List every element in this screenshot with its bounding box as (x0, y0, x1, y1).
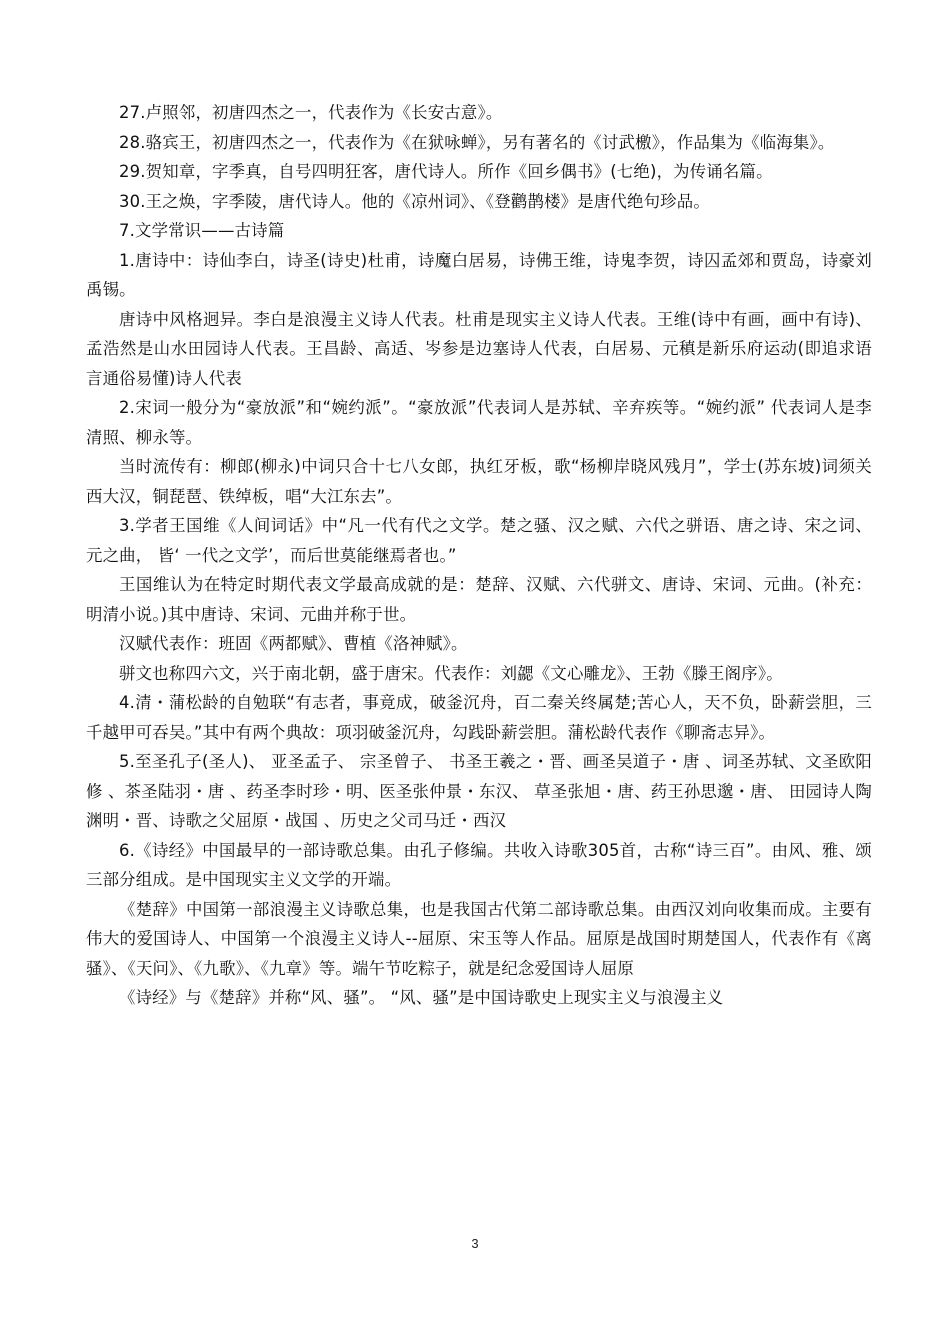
paragraph: 2.宋词一般分为“豪放派”和“婉约派”。“豪放派”代表词人是苏轼、辛弃疾等。“婉约派” 代表词人是李清照、柳永等。 (86, 398, 872, 447)
page-number: 3 (471, 1236, 479, 1251)
paragraph: 30.王之焕，字季陵，唐代诗人。他的《凉州词》、《登鹳鹊楼》是唐代绝句珍品。 (119, 191, 710, 211)
paragraph: 3.学者王国维《人间词话》中“凡一代有代之文学。楚之骚、汉之赋、六代之骈语、唐之诗、宋之词、元之曲， 皆‘ 一代之文学’，而后世莫能继焉者也。” (86, 516, 872, 565)
paragraph: 王国维认为在特定时期代表文学最高成就的是：楚辞、汉赋、六代骈文、唐诗、宋词、元曲。(补充：明清小说。)其中唐诗、宋词、元曲并称于世。 (86, 575, 872, 624)
document-body (86, 98, 872, 1013)
section-heading: 7.文学常识——古诗篇 (119, 221, 285, 240)
paragraph: 27.卢照邻，初唐四杰之一，代表作为《长安古意》。 (119, 103, 503, 122)
paragraph: 6.《诗经》中国最早的一部诗歌总集。由孔子修编。共收入诗歌305首，古称“诗三百”。由风、雅、颂三部分组成。是中国现实主义文学的开端。 (86, 840, 872, 889)
paragraph: 4.清・蒲松龄的自勉联“有志者，事竟成，破釜沉舟，百二秦关终属楚;苦心人，天不负，卧薪尝胆，三千越甲可吞吴。”其中有两个典故：项羽破釜沉舟，勾践卧薪尝胆。蒲松龄代表作《聊斋志异》。 (86, 693, 872, 742)
paragraph: 5.至圣孔子(圣人)、 亚圣孟子、 宗圣曾子、 书圣王羲之・晋、画圣吴道子・唐 、词圣苏轼、文圣欧阳修 、茶圣陆羽・唐 、药圣李时珍・明、医圣张仲景・东汉、 草圣张旭・唐、药王孙思邈・唐、 田园诗人陶渊明・晋、诗歌之父屈原・战国 、历史之父司马迁・西汉 (86, 752, 872, 830)
paragraph: 骈文也称四六文，兴于南北朝，盛于唐宋。代表作：刘勰《文心雕龙》、王勃《滕王阁序》。 (119, 663, 783, 683)
paragraph: 当时流传有：柳郎(柳永)中词只合十七八女郎，执红牙板，歌“杨柳岸晓风残月”，学士(苏东坡)词须关西大汉，铜琵琶、铁绰板，唱“大江东去”。 (86, 457, 872, 506)
paragraph: 汉赋代表作：班固《两都赋》、曹植《洛神赋》。 (119, 634, 468, 653)
paragraph: 《诗经》与《楚辞》并称“风、骚”。 “风、骚”是中国诗歌史上现实主义与浪漫主义 (119, 988, 724, 1007)
paragraph: 1.唐诗中：诗仙李白，诗圣(诗史)杜甫，诗魔白居易，诗佛王维，诗鬼李贺，诗囚孟郊和贾岛，诗豪刘禹锡。 (86, 250, 872, 299)
paragraph: 28.骆宾王，初唐四杰之一，代表作为《在狱咏蝉》，另有著名的《讨武檄》，作品集为《临海集》。 (119, 132, 835, 152)
paragraph: 29.贺知章，字季真，自号四明狂客，唐代诗人。所作《回乡偶书》(七绝)，为传诵名篇。 (119, 162, 773, 181)
paragraph: 唐诗中风格迥异。李白是浪漫主义诗人代表。杜甫是现实主义诗人代表。王维(诗中有画，画中有诗)、孟浩然是山水田园诗人代表。王昌龄、高适、岑参是边塞诗人代表，白居易、元稹是新乐府运动(即追求语言通俗易懂)诗人代表 (86, 309, 872, 388)
paragraph: 《楚辞》中国第一部浪漫主义诗歌总集，也是我国古代第二部诗歌总集。由西汉刘向收集而成。主要有伟大的爱国诗人、中国第一个浪漫主义诗人--屈原、宋玉等人作品。屈原是战国时期楚国人，代表作有《离骚》、《天问》、《九歌》、《九章》等。端午节吃粽子，就是纪念爱国诗人屈原 (86, 899, 872, 978)
